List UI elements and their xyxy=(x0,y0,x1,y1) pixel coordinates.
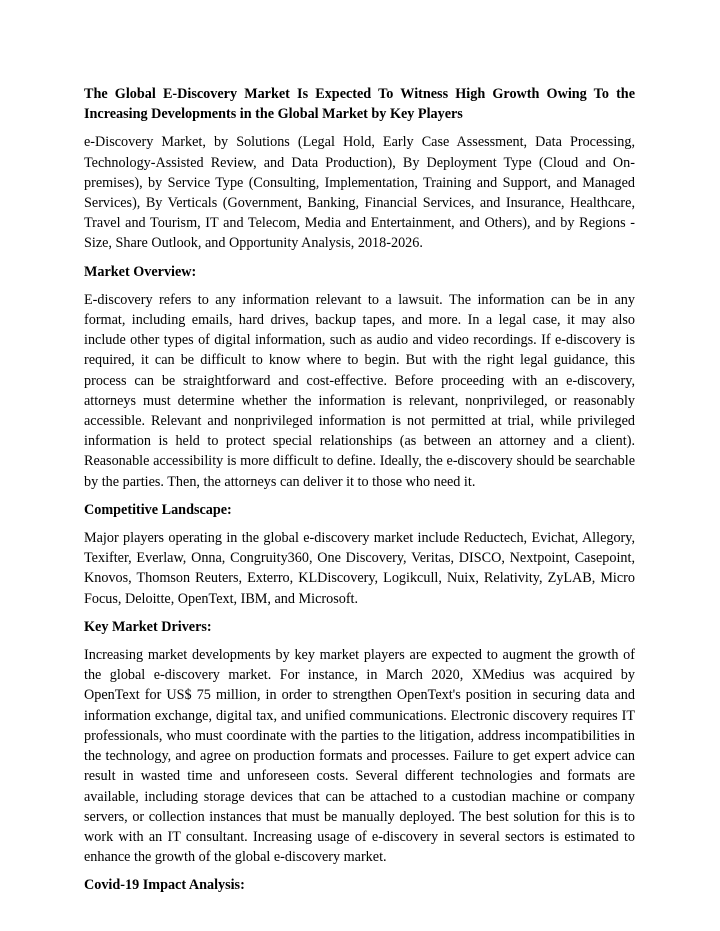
section-heading-key-market-drivers: Key Market Drivers: xyxy=(84,618,212,635)
section-heading-covid-19-impact: Covid-19 Impact Analysis: xyxy=(84,877,245,894)
document-title: The Global E-Discovery Market Is Expected To Witness High Growth Owing To the Increasing Developments in the Global Market by Key Players xyxy=(84,86,635,123)
section-heading-competitive-landscape: Competitive Landscape: xyxy=(84,501,232,518)
key-market-drivers-paragraph: Increasing market developments by key market players are expected to augment the growth of the global e-discovery market. For instance, in March 2020, XMedius was acquired by OpenText for US$ 75 million, in order to strengthen OpenText's position in securing data and information exchange, digital tax, and unified communications. Electronic discovery requires IT professionals, who must coordinate with the parties to the litigation, address incompatibilities in the technology, and agree on production formats and processes. Failure to get expert advice can result in wasted time and unforeseen costs. Several different technologies and formats are available, including storage devices that can be attached to a custodian machine or company servers, or collection instances that must be manually deployed. The best solution for this is to work with an IT consultant. Increasing usage of e-discovery in several sectors is estimated to enhance the growth of the global e-discovery market. xyxy=(84,647,635,866)
competitive-landscape-paragraph: Major players operating in the global e-discovery market include Reductech, Evichat, Allegory, Texifter, Everlaw, Onna, Congruity360, One Discovery, Veritas, DISCO, Nextpoint, Casepoint, Knovos, Thomson Reuters, Exterro, KLDiscovery, Logikcull, Nuix, Relativity, ZyLAB, Micro Focus, Deloitte, OpenText, IBM, and Microsoft. xyxy=(84,530,635,607)
market-overview-paragraph: E-discovery refers to any information relevant to a lawsuit. The information can be in any format, including emails, hard drives, backup tapes, and more. In a legal case, it may also include other types of digital information, such as audio and video recordings. If e-discovery is required, it can be difficult to know where to begin. But with the right legal guidance, this process can be straightforward and cost-effective. Before proceeding with an e-discovery, attorneys must determine whether the information is relevant, nonprivileged, or reasonably accessible. Relevant and nonprivileged information is not permitted at trial, while privileged information is held to protect special relationships (as between an attorney and a client). Reasonable accessibility is more difficult to define. Ideally, the e-discovery should be searchable by the parties. Then, the attorneys can deliver it to those who need it. xyxy=(84,291,635,490)
intro-paragraph: e-Discovery Market, by Solutions (Legal Hold, Early Case Assessment, Data Processing, Technology-Assisted Review, and Data Production), By Deployment Type (Cloud and On-premises), by Service Type (Consulting, Implementation, Training and Support, and Managed Services), By Verticals (Government, Banking, Financial Services, and Insurance, Healthcare, Travel and Tourism, IT and Telecom, Media and Entertainment, and Others), and by Regions - Size, Share Outlook, and Opportunity Analysis, 2018-2026. xyxy=(84,134,635,252)
section-heading-market-overview: Market Overview: xyxy=(84,263,197,280)
document-page xyxy=(84,84,635,904)
